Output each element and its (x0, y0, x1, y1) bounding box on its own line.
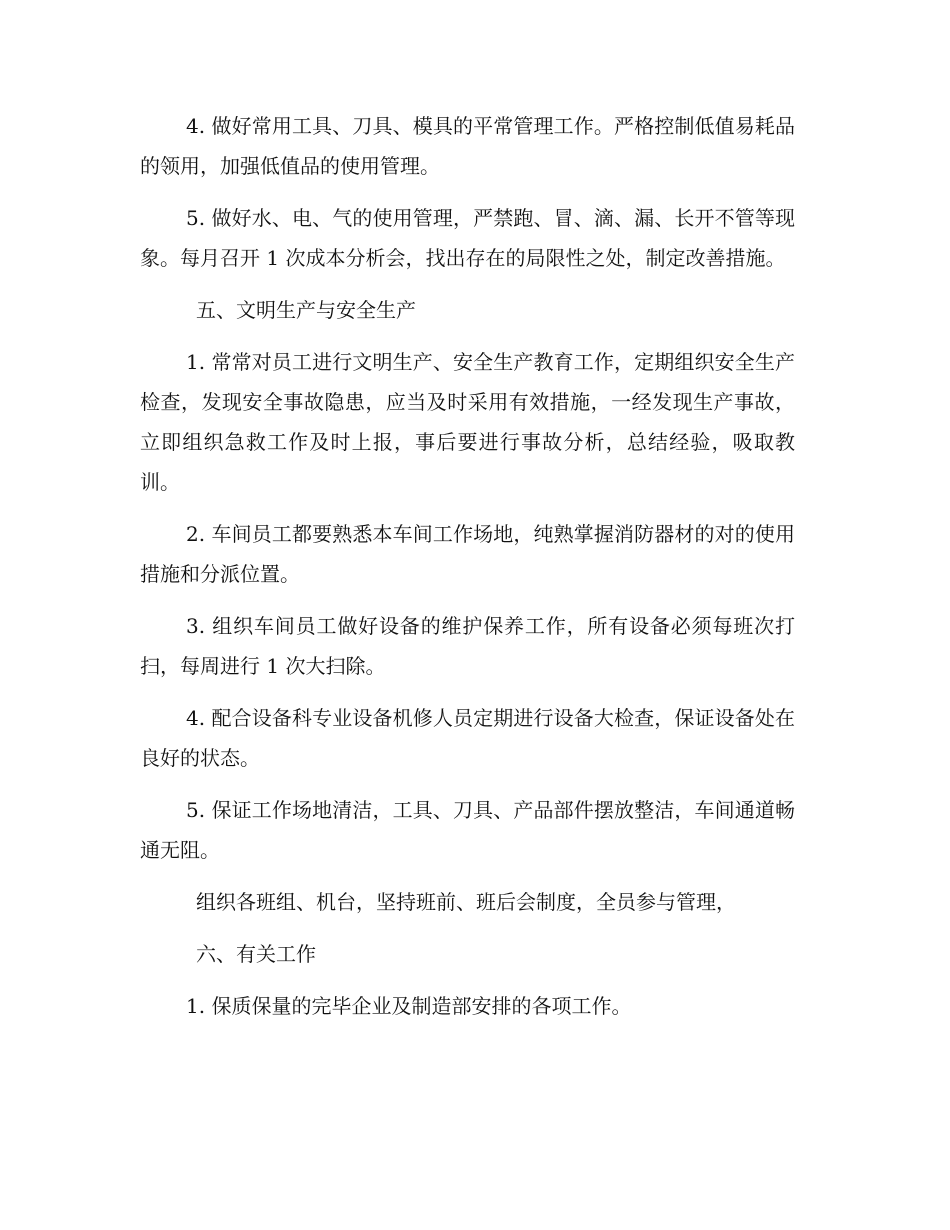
paragraph-team-meetings: 组织各班组、机台，坚持班前、班后会制度，全员参与管理， (196, 890, 736, 914)
paragraph-complete-tasks: 1. 保质保量的完毕企业及制造部安排的各项工作。 (186, 994, 632, 1018)
paragraph-safety-education: 1. 常常对员工进行文明生产、安全生产教育工作，定期组织安全生产检查，发现安全事故隐患，应当及时采用有效措施，一经发现生产事故，立即组织急救工作及时上报，事后要进行事故分析，总结经验，吸取教训。 (140, 350, 795, 494)
paragraph-equipment-inspection: 4. 配合设备科专业设备机修人员定期进行设备大检查，保证设备处在良好的状态。 (140, 706, 795, 770)
paragraph-fire-equipment: 2. 车间员工都要熟悉本车间工作场地，纯熟掌握消防器材的对的使用措施和分派位置。 (140, 522, 795, 586)
section-heading-civilized-safe-production: 五、文明生产与安全生产 (196, 298, 416, 322)
document-body (140, 106, 795, 1038)
paragraph-tool-management: 4. 做好常用工具、刀具、模具的平常管理工作。严格控制低值易耗品的领用，加强低值品的使用管理。 (140, 114, 795, 178)
paragraph-equipment-maintenance: 3. 组织车间员工做好设备的维护保养工作，所有设备必须每班次打扫，每周进行 1 次大扫除。 (140, 614, 795, 678)
paragraph-utilities-management: 5. 做好水、电、气的使用管理，严禁跑、冒、滴、漏、长开不管等现象。每月召开 1 次成本分析会，找出存在的局限性之处，制定改善措施。 (140, 206, 795, 270)
section-heading-related-work: 六、有关工作 (196, 942, 316, 966)
paragraph-workplace-cleanliness: 5. 保证工作场地清洁，工具、刀具、产品部件摆放整洁，车间通道畅通无阻。 (140, 798, 795, 862)
